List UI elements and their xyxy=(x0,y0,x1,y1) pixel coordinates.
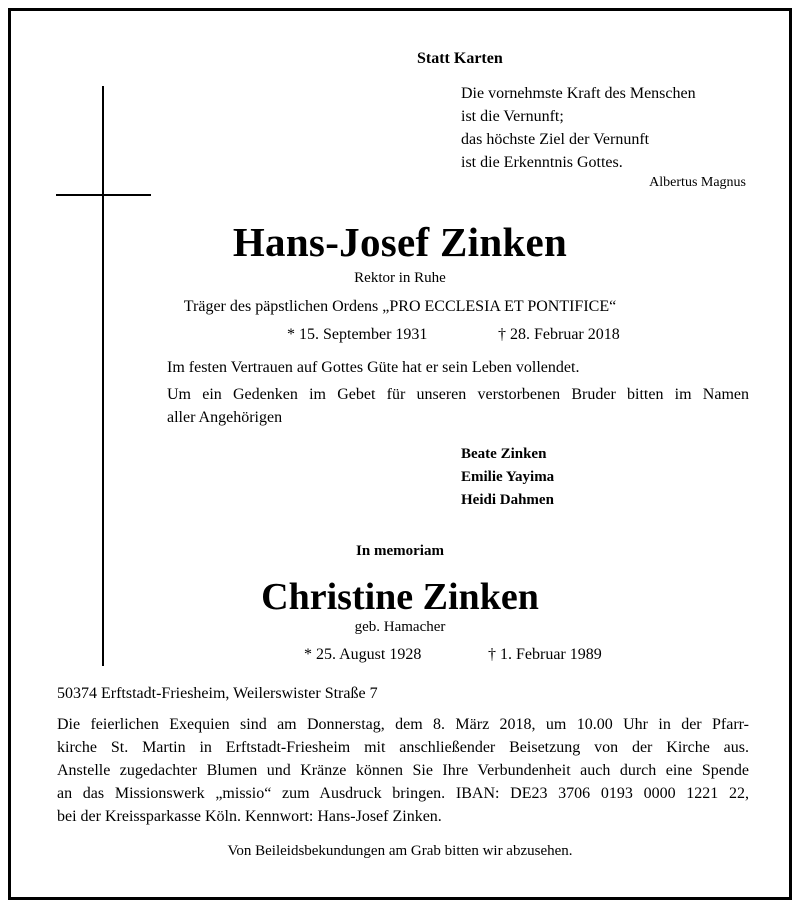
statt-karten-heading: Statt Karten xyxy=(417,50,503,67)
deceased-birth-date: * 15. September 1931 xyxy=(287,326,428,343)
memoriam-death-date: † 1. Februar 1989 xyxy=(488,646,602,663)
memoriam-maiden-name: geb. Hamacher xyxy=(354,619,446,635)
signer-name: Beate Zinken xyxy=(461,446,547,462)
memoriam-heading: In memoriam xyxy=(356,543,444,559)
obituary-notice xyxy=(8,8,792,900)
funeral-line: bei der Kreissparkasse Köln. Kennwort: Hans-Josef Zinken. xyxy=(57,808,442,825)
signers-list xyxy=(461,443,554,512)
quote-line: das höchste Ziel der Vernunft xyxy=(461,131,650,148)
quote-author: Albertus Magnus xyxy=(649,175,746,190)
cross-horizontal-bar xyxy=(56,194,151,196)
memoriam-birth-date: * 25. August 1928 xyxy=(304,646,422,663)
address: 50374 Erftstadt-Friesheim, Weilerswister Straße 7 xyxy=(57,685,378,702)
statement-remembrance: Um ein Gedenken im Gebet für unseren verstorbenen Bruder bitten im Namen xyxy=(167,386,749,403)
funeral-line: Anstelle zugedachter Blumen und Kränze können Sie Ihre Verbundenheit auch durch eine Spende xyxy=(57,762,749,779)
funeral-line: an das Missionswerk „missio“ zum Ausdruck bringen. IBAN: DE23 3706 0193 0000 1221 22, xyxy=(57,785,749,802)
funeral-details xyxy=(57,713,749,828)
deceased-title: Rektor in Ruhe xyxy=(354,270,446,286)
deceased-name: Hans-Josef Zinken xyxy=(232,219,568,265)
quote-line: ist die Erkenntnis Gottes. xyxy=(461,154,623,171)
memoriam-name: Christine Zinken xyxy=(261,576,539,618)
quote-line: ist die Vernunft; xyxy=(461,108,564,125)
deceased-order: Träger des päpstlichen Ordens „PRO ECCLESIA ET PONTIFICE“ xyxy=(183,298,617,315)
signer-name: Heidi Dahmen xyxy=(461,492,554,508)
deceased-death-date: † 28. Februar 2018 xyxy=(498,326,620,343)
quote-line: Die vornehmste Kraft des Menschen xyxy=(461,85,696,102)
statement-faith: Im festen Vertrauen auf Gottes Güte hat er sein Leben vollendet. xyxy=(167,359,580,376)
statement-relatives: aller Angehörigen xyxy=(167,409,283,426)
quote-block xyxy=(461,82,696,174)
funeral-line: Die feierlichen Exequien sind am Donnerstag, dem 8. März 2018, um 10.00 Uhr in der Pfarr- xyxy=(57,716,749,733)
funeral-line: kirche St. Martin in Erftstadt-Friesheim mit anschließender Beisetzung von der Kirche aus. xyxy=(57,739,749,756)
closing-note: Von Beileidsbekundungen am Grab bitten wir abzusehen. xyxy=(227,843,573,859)
signer-name: Emilie Yayima xyxy=(461,469,555,485)
